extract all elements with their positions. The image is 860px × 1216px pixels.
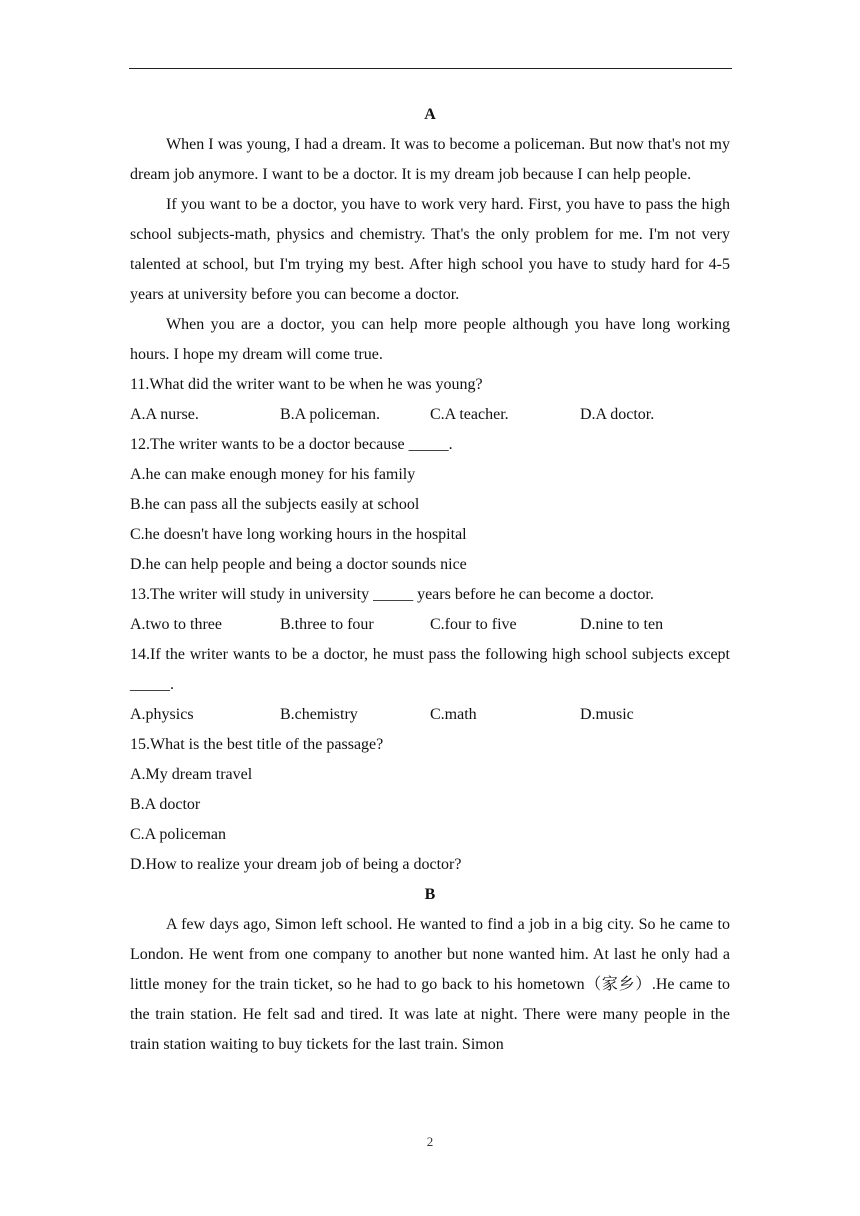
question-13-option-d: D.nine to ten <box>580 616 664 633</box>
question-11-option-d: D.A doctor. <box>580 406 655 423</box>
question-15-option-a: A.My dream travel <box>130 766 253 783</box>
question-15-option-b: B.A doctor <box>130 796 201 813</box>
question-15-option-d: D.How to realize your dream job of being a doctor? <box>130 856 462 873</box>
question-14-option-d: D.music <box>580 706 634 723</box>
question-13-option-a: A.two to three <box>130 616 222 633</box>
question-15-stem: 15.What is the best title of the passage? <box>130 736 384 753</box>
question-14-option-b: B.chemistry <box>280 706 358 723</box>
question-13-options <box>130 610 730 640</box>
question-13-stem: 13.The writer will study in university _____ years before he can become a doctor. <box>130 586 654 603</box>
section-a-paragraph-3: When you are a doctor, you can help more people although you have long working hours. I hope my dream will come true. <box>130 316 730 363</box>
question-11-option-b: B.A policeman. <box>280 406 380 423</box>
question-14-option-c: C.math <box>430 706 477 723</box>
question-14-options <box>130 700 730 730</box>
page-content <box>130 100 730 1060</box>
question-13-option-b: B.three to four <box>280 616 374 633</box>
section-b-paragraph: A few days ago, Simon left school. He wanted to find a job in a big city. So he came to London. He went from one company to another but none wanted him. At last he only had a little money for the train ticket, so he had to go back to his hometown（家乡）.He came to the train station. He felt sad and tired. It was late at night. There were many people in the train station waiting to buy tickets for the last train. Simon <box>130 916 730 1053</box>
question-12-stem: 12.The writer wants to be a doctor because _____. <box>130 436 453 453</box>
question-11-options <box>130 400 730 430</box>
header-rule <box>129 68 732 69</box>
question-12-option-d: D.he can help people and being a doctor sounds nice <box>130 556 467 573</box>
question-12-option-a: A.he can make enough money for his family <box>130 466 416 483</box>
question-14-stem: 14.If the writer wants to be a doctor, he must pass the following high school subjects except _____. <box>130 646 730 693</box>
page-number: 2 <box>426 1134 434 1149</box>
question-11-option-a: A.A nurse. <box>130 406 199 423</box>
question-12-option-c: C.he doesn't have long working hours in the hospital <box>130 526 467 543</box>
question-15-option-c: C.A policeman <box>130 826 226 843</box>
question-13-option-c: C.four to five <box>430 616 517 633</box>
section-a-paragraph-1: When I was young, I had a dream. It was to become a policeman. But now that's not my dream job anymore. I want to be a doctor. It is my dream job because I can help people. <box>130 136 730 183</box>
section-b-title: B <box>424 886 436 903</box>
section-a-title: A <box>424 106 436 123</box>
section-a-paragraph-2: If you want to be a doctor, you have to work very hard. First, you have to pass the high school subjects-math, physics and chemistry. That's the only problem for me. I'm not very talented at school, but I'm trying my best. After high school you have to study hard for 4-5 years at university before you can become a doctor. <box>130 196 730 303</box>
question-14-option-a: A.physics <box>130 706 194 723</box>
question-11-stem: 11.What did the writer want to be when he was young? <box>130 376 483 393</box>
question-12-option-b: B.he can pass all the subjects easily at school <box>130 496 420 513</box>
question-11-option-c: C.A teacher. <box>430 406 509 423</box>
